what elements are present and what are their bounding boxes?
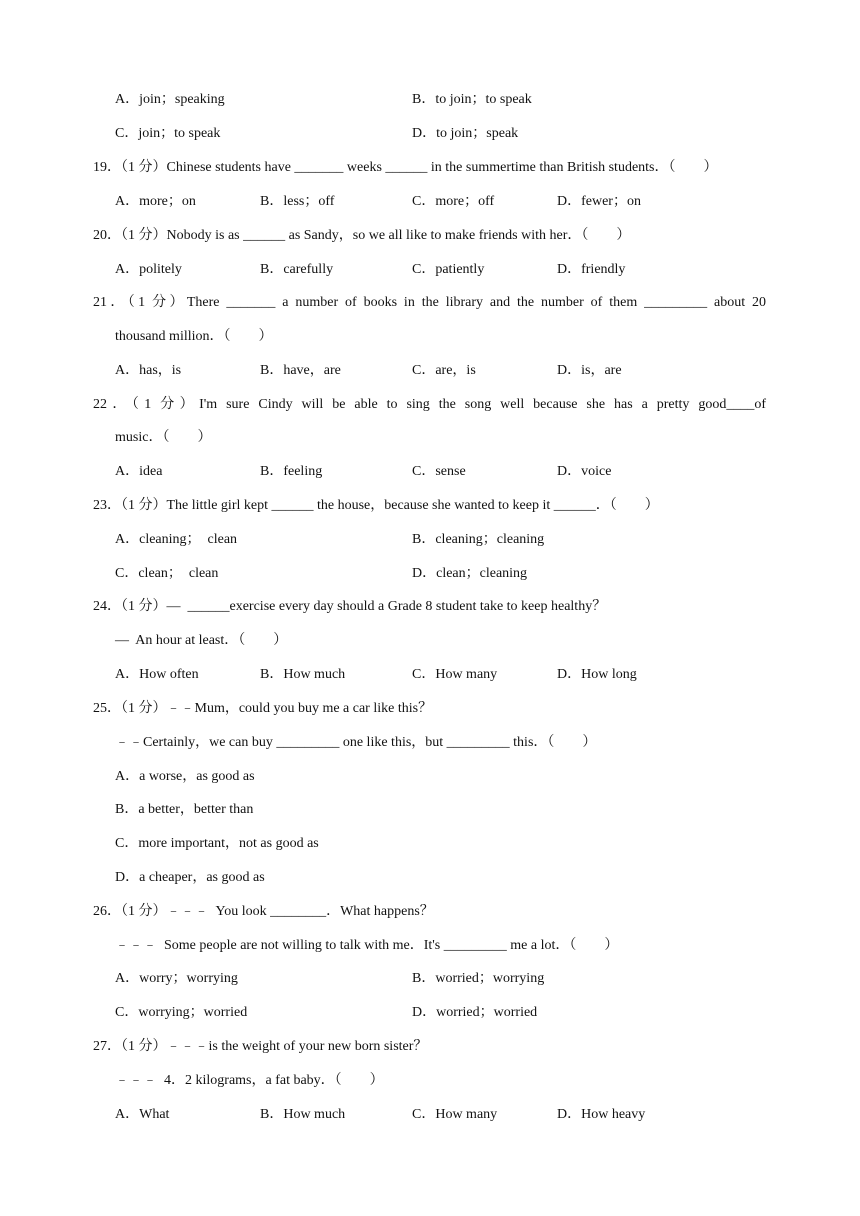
- q27-option-d: D．How heavy: [557, 1107, 646, 1122]
- q24-stem-line1: 24．（1 分）— ______exercise every day should a Grade 8 student take to keep healthy？: [93, 599, 607, 614]
- q26-option-c: C．worrying；worried: [115, 1005, 248, 1020]
- q25-option-d: D．a cheaper，as good as: [115, 870, 265, 885]
- q19-option-d: D．fewer；on: [557, 194, 641, 209]
- q21-option-a: A．has，is: [115, 363, 182, 378]
- q21-stem-line1: 21．（1 分）There _______ a number of books in the library and the number of them _________ about 20: [93, 295, 766, 310]
- q22-option-c: C．sense: [412, 464, 466, 479]
- q24-option-d: D．How long: [557, 667, 637, 682]
- q26-stem-line2: ﹣﹣﹣ Some people are not willing to talk with me．It's _________ me a lot．（ ）: [115, 938, 619, 953]
- q22-option-b: B．feeling: [260, 464, 323, 479]
- q24-option-a: A．How often: [115, 667, 199, 682]
- q23-stem: 23．（1 分）The little girl kept ______ the house，because she wanted to keep it ______．（ ）: [93, 498, 659, 513]
- q22-option-d: D．voice: [557, 464, 612, 479]
- q25-stem-line1: 25．（1 分）﹣﹣Mum，could you buy me a car like this？: [93, 701, 433, 716]
- q22-option-a: A．idea: [115, 464, 163, 479]
- q18-option-b: B．to join；to speak: [412, 92, 532, 107]
- q19-stem: 19．（1 分）Chinese students have _______ weeks ______ in the summertime than British students．（ ）: [93, 160, 718, 175]
- q25-stem-line2: ﹣﹣Certainly，we can buy _________ one like this，but _________ this．（ ）: [115, 735, 597, 750]
- q19-option-c: C．more；off: [412, 194, 495, 209]
- q23-option-c: C．clean； clean: [115, 566, 219, 581]
- q27-option-b: B．How much: [260, 1107, 346, 1122]
- q20-option-d: D．friendly: [557, 262, 626, 277]
- q22-stem-line2: music．（ ）: [115, 430, 212, 445]
- q26-stem-line1: 26．（1 分）﹣﹣﹣ You look ________．What happens？: [93, 904, 434, 919]
- q24-stem-line2: — An hour at least．（ ）: [115, 633, 288, 648]
- q26-option-b: B．worried；worrying: [412, 971, 545, 986]
- q24-option-b: B．How much: [260, 667, 346, 682]
- q21-stem-line2: thousand million．（ ）: [115, 329, 273, 344]
- q18-option-a: A．join；speaking: [115, 92, 225, 107]
- q27-stem-line1: 27．（1 分）﹣﹣﹣is the weight of your new born sister？: [93, 1039, 428, 1054]
- q21-option-b: B．have，are: [260, 363, 341, 378]
- q18-option-d: D．to join；speak: [412, 126, 519, 141]
- q27-stem-line2: ﹣﹣﹣ 4．2 kilograms，a fat baby．（ ）: [115, 1073, 384, 1088]
- q24-option-c: C．How many: [412, 667, 498, 682]
- q27-option-c: C．How many: [412, 1107, 498, 1122]
- q23-option-d: D．clean；cleaning: [412, 566, 528, 581]
- q25-option-c: C．more important，not as good as: [115, 836, 319, 851]
- q23-option-b: B．cleaning；cleaning: [412, 532, 545, 547]
- q26-option-d: D．worried；worried: [412, 1005, 538, 1020]
- q20-stem: 20．（1 分）Nobody is as ______ as Sandy，so we all like to make friends with her．（ ）: [93, 228, 631, 243]
- q22-stem-line1: 22．（1 分）I'm sure Cindy will be able to sing the song well because she has a pretty good____of: [93, 397, 766, 412]
- q18-option-c: C．join；to speak: [115, 126, 221, 141]
- q25-option-a: A．a worse，as good as: [115, 769, 255, 784]
- q26-option-a: A．worry；worrying: [115, 971, 238, 986]
- q25-option-b: B．a better，better than: [115, 802, 254, 817]
- q23-option-a: A．cleaning； clean: [115, 532, 238, 547]
- q27-option-a: A．What: [115, 1107, 170, 1122]
- q20-option-a: A．politely: [115, 262, 182, 277]
- q20-option-b: B．carefully: [260, 262, 334, 277]
- q19-option-b: B．less；off: [260, 194, 335, 209]
- q19-option-a: A．more；on: [115, 194, 196, 209]
- q21-option-c: C．are，is: [412, 363, 476, 378]
- q20-option-c: C．patiently: [412, 262, 485, 277]
- q21-option-d: D．is，are: [557, 363, 622, 378]
